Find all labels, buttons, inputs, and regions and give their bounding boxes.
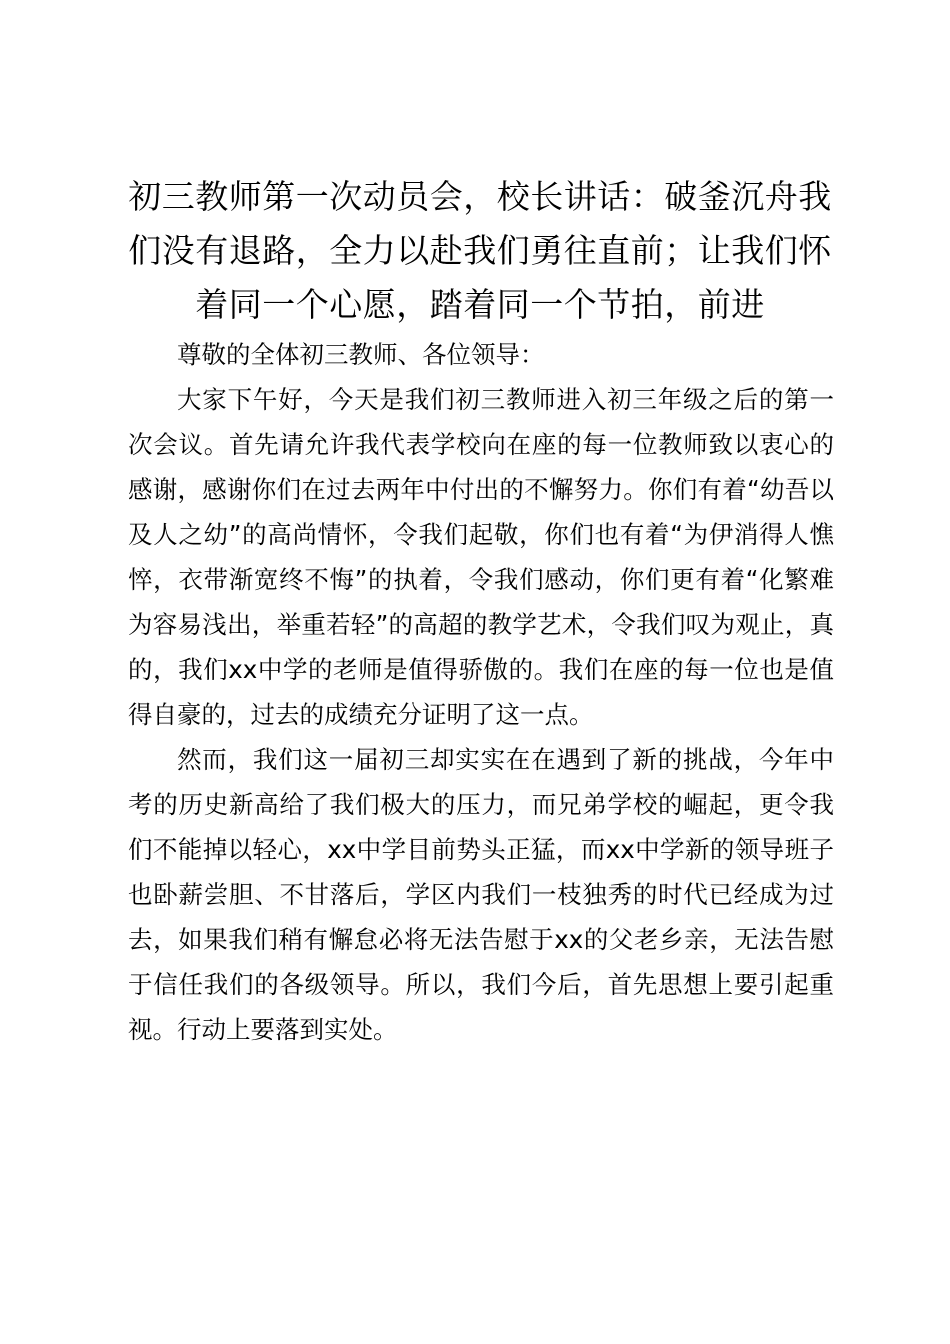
salutation-paragraph: 尊敬的全体初三教师、各位领导：	[177, 340, 545, 369]
body-paragraph: 大家下午好，今天是我们初三教师进入初三年级之后的第一次会议。首先请允许我代表学校向在座的每一位教师致以衷心的感谢，感谢你们在过去两年中付出的不懈努力。你们有着“幼吾以及人之幼”的高尚情怀，令我们起敬，你们也有着“为伊消得人憔悴，衣带渐宽终不悔”的执着，令我们感动，你们更有着“化繁难为容易浅出，举重若轻”的高超的教学艺术，令我们叹为观止，真的，我们xx中学的老师是值得骄傲的。我们在座的每一位也是值得自豪的，过去的成绩充分证明了这一点。	[128, 385, 834, 729]
document-title: 初三教师第一次动员会，校长讲话：破釜沉舟我们没有退路，全力以赴我们勇往直前；让我们怀着同一个心愿，踏着同一个节拍，前进	[128, 177, 832, 324]
body-paragraph: 然而，我们这一届初三却实实在在遇到了新的挑战，今年中考的历史新高给了我们极大的压力，而兄弟学校的崛起，更令我们不能掉以轻心，xx中学目前势头正猛，而xx中学新的领导班子也卧薪尝胆、不甘落后，学区内我们一枝独秀的时代已经成为过去，如果我们稍有懈怠必将无法告慰于xx的父老乡亲，无法告慰于信任我们的各级领导。所以，我们今后，首先思想上要引起重视。行动上要落到实处。	[128, 745, 834, 1044]
document-body	[128, 332, 834, 1052]
